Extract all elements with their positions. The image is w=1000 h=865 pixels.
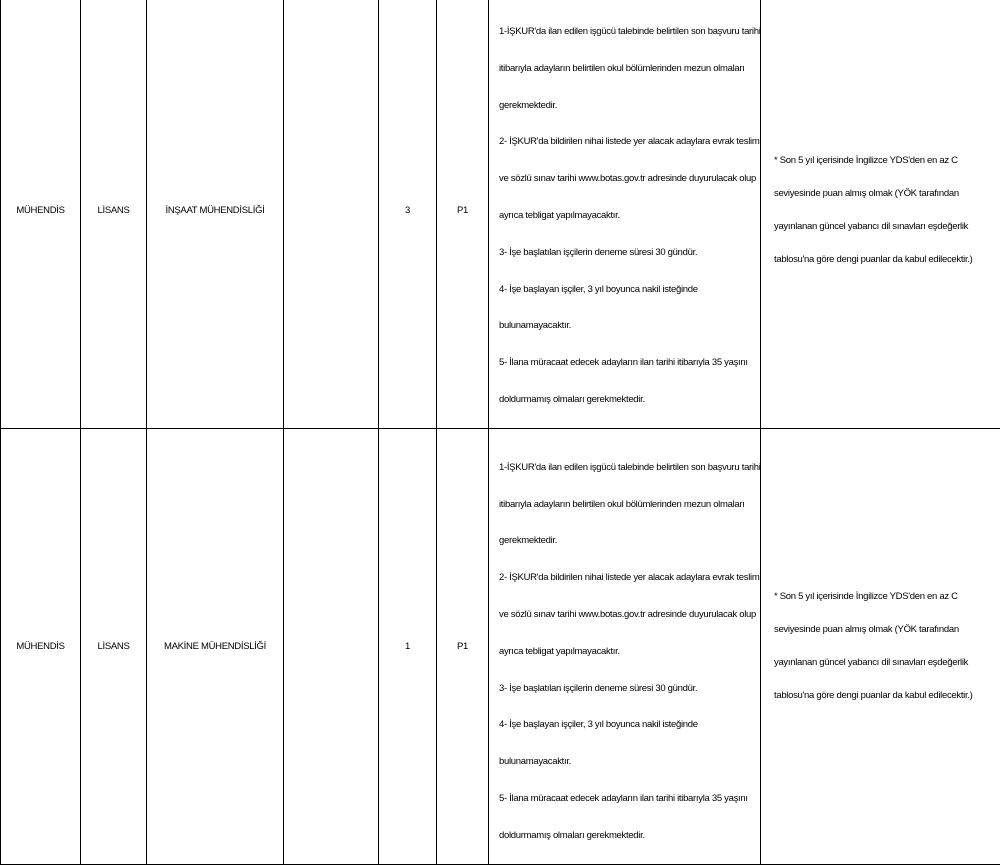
note-line: gerekmektedir. <box>499 532 754 550</box>
note-line: 2- İŞKUR'da bildirilen nihai listede yer alacak adaylara evrak teslim <box>499 569 754 587</box>
note-line: doldurmamış olmaları gerekmektedir. <box>499 827 754 845</box>
note-line: ayrıca tebligat yapılmayacaktır. <box>499 643 754 661</box>
note-line: itibarıyla adayların belirtilen okul bölümlerinden mezun olmaları <box>499 496 754 514</box>
note-line: 1-İŞKUR'da ilan edilen işgücü talebinde belirtilen son başvuru tarihi <box>499 459 754 477</box>
notes-list <box>499 429 754 845</box>
note-line: 4- İşe başlayan işçiler, 3 yıl boyunca nakil isteğinde <box>499 281 754 299</box>
position-count-cell: 3 <box>379 0 437 428</box>
grade-cell: P1 <box>437 428 489 864</box>
education-level-cell: LİSANS <box>81 0 147 428</box>
note-line: ve sözlü sınav tarihi www.botas.gov.tr adresinde duyurulacak olup <box>499 606 754 624</box>
note-line: 5- İlana müracaat edecek adayların ilan tarihi itibarıyla 35 yaşını <box>499 354 754 372</box>
note-line: 1-İŞKUR'da ilan edilen işgücü talebinde belirtilen son başvuru tarihi <box>499 23 754 41</box>
position-count-cell: 1 <box>379 428 437 864</box>
note-line: 3- İşe başlatılan işçilerin deneme süresi 30 gündür. <box>499 680 754 698</box>
note-line: 3- İşe başlatılan işçilerin deneme süresi 30 gündür. <box>499 244 754 262</box>
note-line: doldurmamış olmaları gerekmektedir. <box>499 391 754 409</box>
requirement-cell <box>761 0 1000 428</box>
notes-cell <box>489 0 761 428</box>
notes-list <box>499 0 754 409</box>
position-title-cell: MÜHENDİS <box>1 428 81 864</box>
department-cell: MAKİNE MÜHENDİSLİĞİ <box>147 428 284 864</box>
education-level-cell: LİSANS <box>81 428 147 864</box>
note-line: 2- İŞKUR'da bildirilen nihai listede yer alacak adaylara evrak teslim <box>499 133 754 151</box>
note-line: bulunamayacaktır. <box>499 753 754 771</box>
note-line: itibarıyla adayların belirtilen okul bölümlerinden mezun olmaları <box>499 60 754 78</box>
empty-cell <box>284 0 379 428</box>
note-line: ve sözlü sınav tarihi www.botas.gov.tr adresinde duyurulacak olup <box>499 170 754 188</box>
position-title-cell: MÜHENDİS <box>1 0 81 428</box>
requirement-cell <box>761 428 1000 864</box>
note-line: bulunamayacaktır. <box>499 317 754 335</box>
note-line: ayrıca tebligat yapılmayacaktır. <box>499 207 754 225</box>
note-line: 5- İlana müracaat edecek adayların ilan tarihi itibarıyla 35 yaşını <box>499 790 754 808</box>
table-row <box>1 428 1000 864</box>
empty-cell <box>284 428 379 864</box>
notes-cell <box>489 428 761 864</box>
grade-cell: P1 <box>437 0 489 428</box>
requirement-text: * Son 5 yıl içerisinde İngilizce YDS'den en az C seviyesinde puan almış olmak (YÖK tarafından yayınlanan güncel yabancı dil sınavları eşdeğerlik tablosu'na göre dengi puanlar da kabul edilecektir.) <box>774 144 996 276</box>
requirement-text: * Son 5 yıl içerisinde İngilizce YDS'den en az C seviyesinde puan almış olmak (YÖK tarafından yayınlanan güncel yabancı dil sınavları eşdeğerlik tablosu'na göre dengi puanlar da kabul edilecektir.) <box>774 580 996 712</box>
note-line: 4- İşe başlayan işçiler, 3 yıl boyunca nakil isteğinde <box>499 716 754 734</box>
note-line: gerekmektedir. <box>499 97 754 115</box>
department-cell: İNŞAAT MÜHENDİSLİĞİ <box>147 0 284 428</box>
table-row <box>1 0 1000 428</box>
